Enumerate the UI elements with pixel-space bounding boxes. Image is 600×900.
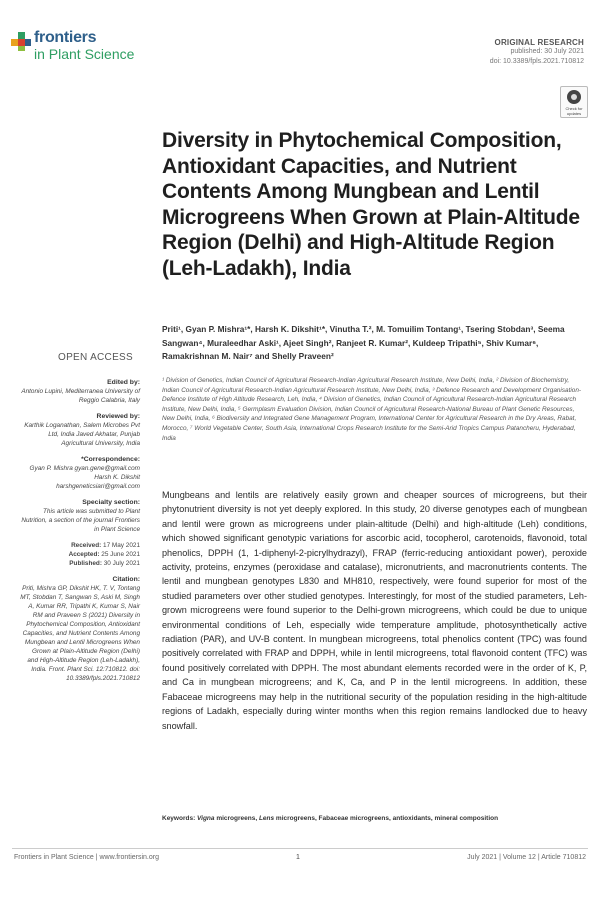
correspondence[interactable]: Gyan P. Mishra gyan.gene@gmail.com Harsh K. Dikshit harshgeneticsiari@gmail.com	[29, 465, 140, 490]
keywords	[162, 815, 587, 822]
citation-heading: Citation:	[112, 576, 140, 583]
keyword-lens: Lens	[258, 815, 275, 822]
sidebar-published-date: 30 July 2021	[103, 560, 140, 567]
published-date: published: 30 July 2021	[510, 48, 584, 55]
reviewed-by-heading: Reviewed by:	[96, 413, 140, 420]
open-access-label: OPEN ACCESS	[58, 352, 133, 363]
page-number: 1	[296, 854, 300, 861]
edited-by-heading: Edited by:	[107, 379, 140, 386]
check-updates-icon	[567, 90, 581, 104]
check-for-updates-badge[interactable]	[560, 86, 588, 118]
author-list: Priti¹, Gyan P. Mishra¹*, Harsh K. Dikshit¹*, Vinutha T.², M. Tomuilim Tontang¹, Tsering Stobdan³, Seema Sangwan⁴, Muraleedhar Aski¹, Ajeet Singh², Ranjeet R. Kumar², Kuldeep Tripathi⁵, Shiv Kumar⁶, Ramakrishnan M. Nair⁷ and Shelly Praveen²	[162, 324, 565, 362]
footer-issue-info: July 2021 | Volume 12 | Article 710812	[467, 854, 586, 861]
keyword-text-2: microgreens, Fabaceae microgreens, antioxidants, mineral composition	[274, 815, 499, 822]
keyword-vigna: Vigna	[197, 815, 215, 822]
frontiers-logo-icon	[10, 30, 32, 52]
journal-name: in Plant Science	[34, 46, 135, 62]
article-type: ORIGINAL RESEARCH	[494, 38, 584, 47]
footer-journal-link[interactable]: Frontiers in Plant Science | www.frontiersin.org	[14, 854, 159, 861]
check-updates-label: Check for updates	[565, 106, 583, 116]
affiliation-text: ¹ Division of Genetics, Indian Council of Agricultural Research-Indian Agricultural Research Institute, New Delhi, India, ² Division of Biochemistry, Indian Council of Agricultural Research-Indian Agricultural Research Institute, New Delhi, India, ³ Defence Research and Development Organisation-Defence Institute of High Altitude Research, Leh, India, ⁴ Division of Genetics, Indian Council of Agricultural Research-Indian Agricultural Research Institute, New Delhi, India, ⁵ Germplasm Evaluation Division, Indian Council of Agricultural Research-National Bureau of Plant Genetic Resources, New Delhi, India, ⁶ Biodiversity and Integrated Gene Management Program, International Center for Agricultural Research in the Dry Areas, Rabat, Morocco, ⁷ World Vegetable Center, South Asia, International Crops Research Institute for the Semi-Arid Tropics Campus Patancheru, Hyderabad, India	[162, 377, 582, 442]
journal-logo[interactable]	[10, 28, 160, 68]
article-dates	[20, 541, 140, 568]
received-date: 17 May 2021	[103, 542, 140, 549]
correspondence-heading: *Correspondence:	[81, 456, 140, 463]
edited-by: Antonio Lupini, Mediterranea University of Reggio Calabria, Italy	[21, 388, 140, 404]
citation: Priti, Mishra GP, Dikshit HK, T. V, Tontang MT, Stobdan T, Sangwan S, Aski M, Singh A, Kumar RR, Tripathi K, Kumar S, Nair RM and Praveen S (2021) Diversity in Phytochemical Composition, Antioxidant Capacities, and Nutrient Contents Among Mungbean and Lentil Microgreens When Grown at Plain-Altitude Region (Delhi) and High-Altitude Region (Leh-Ladakh), India. Front. Plant Sci. 12:710812. doi: 10.3389/fpls.2021.710812	[20, 585, 140, 682]
specialty-heading: Specialty section:	[82, 499, 140, 506]
article-doi[interactable]: doi: 10.3389/fpls.2021.710812	[489, 58, 584, 65]
footer-divider	[12, 848, 588, 849]
article-meta	[384, 38, 584, 67]
reviewed-by: Karthik Loganathan, Salem Microbes Pvt Ltd, India Javed Akhatar, Punjab Agricultural University, India	[24, 422, 140, 447]
published-label: Published:	[69, 560, 102, 567]
specialty-section: This article was submitted to Plant Nutrition, a section of the journal Frontiers in Plant Science	[21, 508, 140, 533]
affiliations	[162, 376, 588, 443]
article-sidebar	[20, 378, 140, 690]
received-label: Received:	[71, 542, 102, 549]
brand-name: frontiers	[34, 29, 97, 46]
keywords-label: Keywords:	[162, 815, 196, 822]
article-title: Diversity in Phytochemical Composition, Antioxidant Capacities, and Nutrient Contents Among Mungbean and Lentil Microgreens When Grown at Plain-Altitude Region (Delhi) and High-Altitude Region (Leh-Ladakh), India	[162, 129, 580, 280]
keyword-text-1: microgreens,	[214, 815, 259, 822]
abstract: Mungbeans and lentils are relatively easily grown and cheaper sources of microgreens, but their phytonutrient diversity is not yet deeply explored. In this study, 20 diverse genotypes each of mungbean and lentil were grown as microgreens under plain-altitude (Delhi) and high-altitude (Leh) conditions, which showed significant genotypic variations for ascorbic acid, tocopherol, carotenoids, flavonoid, total phenolics, DPPH (1, 1-diphenyl-2-picrylhydrazyl), FRAP (ferric-reducing antioxidant power), peroxide activity, proteins, enzymes (peroxidase and catalase), micronutrients, and macronutrients contents. The lentil and mungbean genotypes L830 and MH810, respectively, were found superior for most of the studied parameters over other studied genotypes. Interestingly, for most of the studied parameters, Leh-grown microgreens were found superior to the Delhi-grown microgreens, which could be due to unique environmental conditions of Leh, especially wide temperature amplitude, photosynthetically active radiation (PAR), and UV-B content. In mungbean microgreens, total phenolics content (TPC) was found positively correlated with FRAP and DPPH, while in lentil microgreens, total flavonoid content (TFC) was found positively correlated with DPPH. The most abundant elements recorded were in the order of K, P, and Ca in mungbean microgreens; and K, Ca, and P in the lentil microgreens. In addition, these Fabaceae microgreens may help in the nutritional security of the population residing in the high-altitude regions of Ladakh, especially during winter months when this region remains landlocked due to heavy snowfall.	[162, 490, 587, 731]
accepted-label: Accepted:	[68, 551, 100, 558]
accepted-date: 25 June 2021	[101, 551, 140, 558]
